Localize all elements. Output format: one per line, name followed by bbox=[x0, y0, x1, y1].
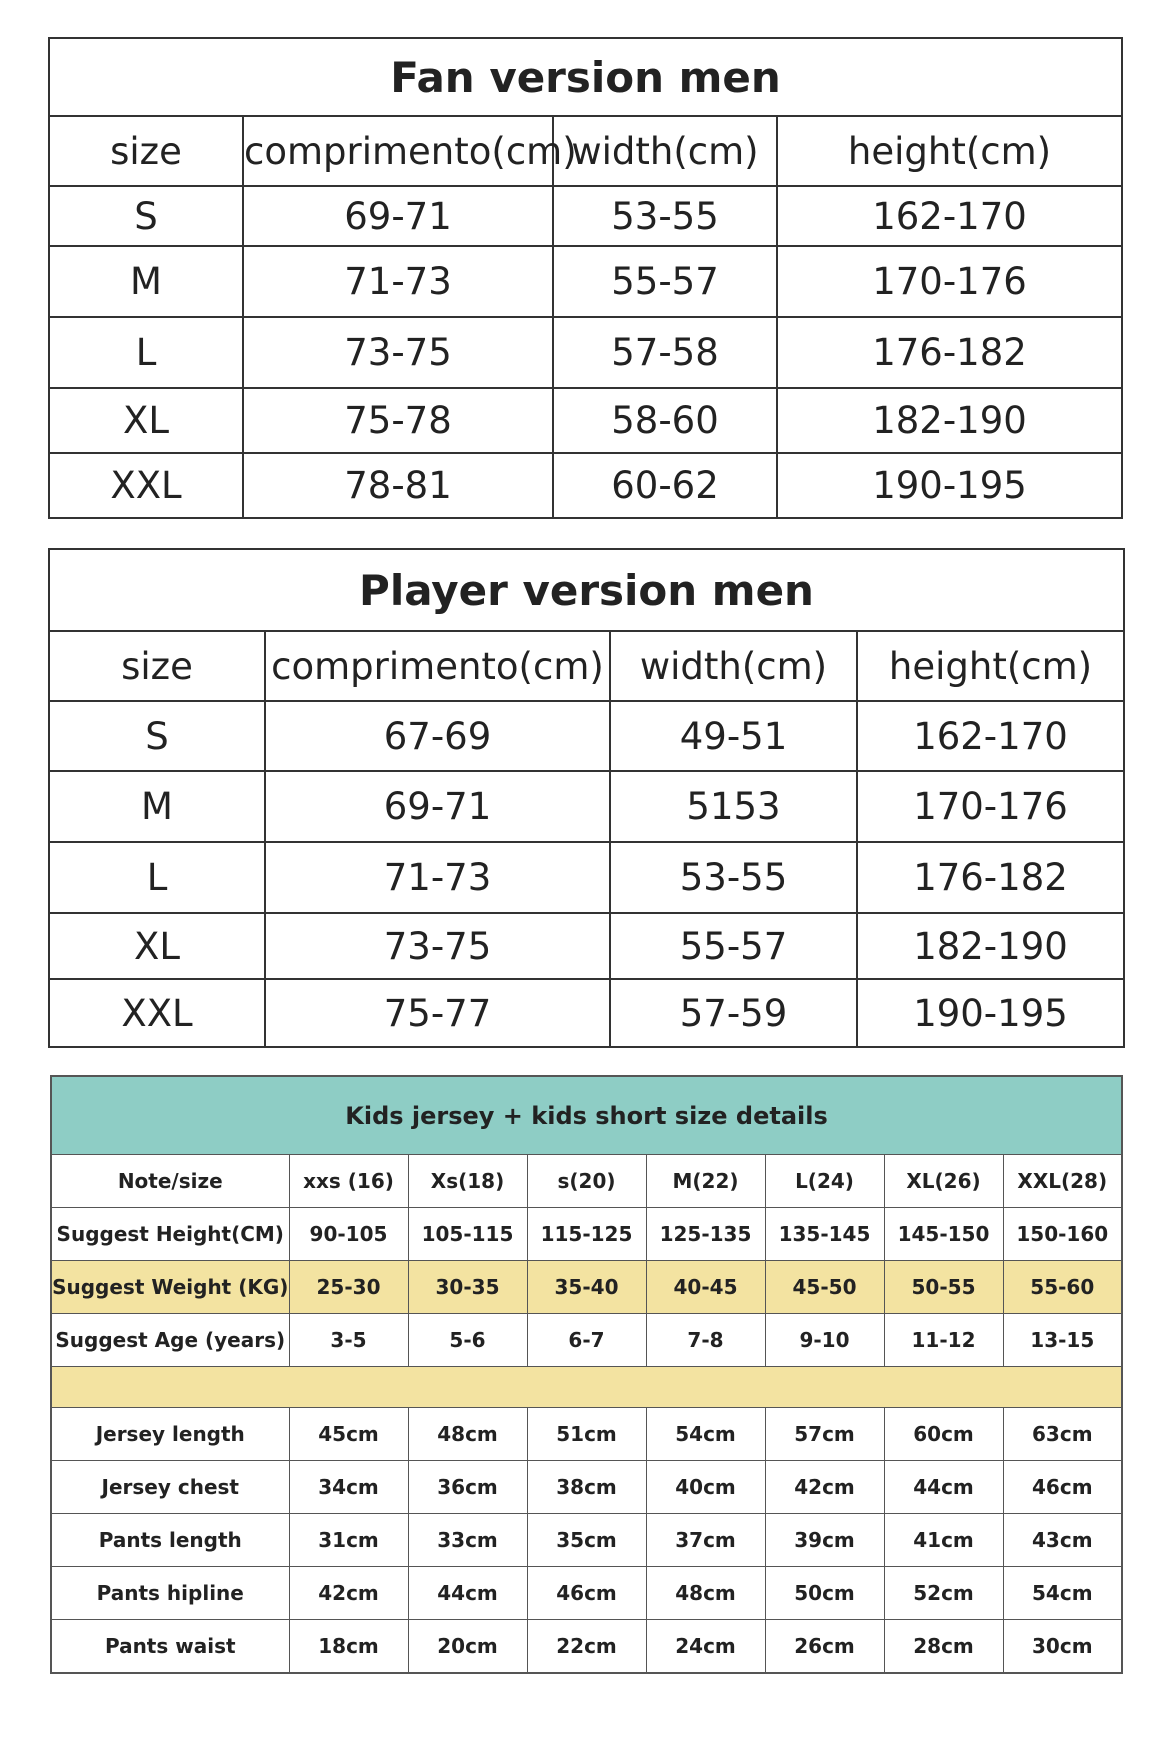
column-header: L(24) bbox=[765, 1155, 884, 1208]
column-header: size bbox=[49, 631, 265, 701]
length-cell: 69-71 bbox=[243, 186, 553, 246]
width-cell: 5153 bbox=[610, 771, 857, 842]
row-label: Suggest Age (years) bbox=[51, 1314, 289, 1367]
width-cell: 58-60 bbox=[553, 388, 777, 453]
table-cell: 90-105 bbox=[289, 1208, 408, 1261]
table-cell: 40cm bbox=[646, 1461, 765, 1514]
row-label: Pants waist bbox=[51, 1620, 289, 1674]
jersey-length-row bbox=[51, 1408, 1122, 1461]
table-cell: 42cm bbox=[765, 1461, 884, 1514]
height-cell: 162-170 bbox=[857, 701, 1124, 771]
column-header: width(cm) bbox=[553, 116, 777, 186]
separator-row bbox=[51, 1367, 1122, 1408]
width-cell: 49-51 bbox=[610, 701, 857, 771]
height-cell: 182-190 bbox=[857, 913, 1124, 979]
table-cell: 45-50 bbox=[765, 1261, 884, 1314]
jersey-chest-row bbox=[51, 1461, 1122, 1514]
pants-hipline-row bbox=[51, 1567, 1122, 1620]
column-header: s(20) bbox=[527, 1155, 646, 1208]
size-cell: XXL bbox=[49, 979, 265, 1047]
row-label: Suggest Weight (KG) bbox=[51, 1261, 289, 1314]
table-cell: 31cm bbox=[289, 1514, 408, 1567]
size-cell: S bbox=[49, 701, 265, 771]
height-cell: 176-182 bbox=[857, 842, 1124, 913]
size-cell: L bbox=[49, 317, 243, 388]
table-row bbox=[49, 186, 1122, 246]
suggest-weight-row bbox=[51, 1261, 1122, 1314]
width-cell: 57-59 bbox=[610, 979, 857, 1047]
table-cell: 18cm bbox=[289, 1620, 408, 1674]
length-cell: 73-75 bbox=[243, 317, 553, 388]
table-cell: 30-35 bbox=[408, 1261, 527, 1314]
column-header: xxs (16) bbox=[289, 1155, 408, 1208]
table-cell: 50cm bbox=[765, 1567, 884, 1620]
table-row bbox=[49, 913, 1124, 979]
table-cell: 125-135 bbox=[646, 1208, 765, 1261]
table-cell: 44cm bbox=[408, 1567, 527, 1620]
size-cell: XL bbox=[49, 913, 265, 979]
row-label: Pants hipline bbox=[51, 1567, 289, 1620]
separator-band bbox=[51, 1367, 1122, 1408]
fan-version-size-table bbox=[48, 37, 1123, 519]
length-cell: 73-75 bbox=[265, 913, 610, 979]
table-cell: 36cm bbox=[408, 1461, 527, 1514]
table-cell: 105-115 bbox=[408, 1208, 527, 1261]
kids-table-title: Kids jersey + kids short size details bbox=[51, 1076, 1122, 1155]
table-cell: 24cm bbox=[646, 1620, 765, 1674]
length-cell: 75-77 bbox=[265, 979, 610, 1047]
table-cell: 13-15 bbox=[1003, 1314, 1122, 1367]
table-cell: 26cm bbox=[765, 1620, 884, 1674]
kids-size-table bbox=[50, 1075, 1123, 1674]
table-cell: 34cm bbox=[289, 1461, 408, 1514]
table-cell: 35-40 bbox=[527, 1261, 646, 1314]
table-row bbox=[49, 842, 1124, 913]
row-label: Suggest Height(CM) bbox=[51, 1208, 289, 1261]
table-row bbox=[49, 246, 1122, 317]
row-label: Note/size bbox=[51, 1155, 289, 1208]
table-cell: 46cm bbox=[1003, 1461, 1122, 1514]
column-header: width(cm) bbox=[610, 631, 857, 701]
table-row bbox=[49, 453, 1122, 518]
player-table-header-row bbox=[49, 631, 1124, 701]
table-cell: 43cm bbox=[1003, 1514, 1122, 1567]
width-cell: 53-55 bbox=[610, 842, 857, 913]
length-cell: 75-78 bbox=[243, 388, 553, 453]
table-cell: 39cm bbox=[765, 1514, 884, 1567]
table-row bbox=[49, 701, 1124, 771]
table-cell: 3-5 bbox=[289, 1314, 408, 1367]
size-cell: XXL bbox=[49, 453, 243, 518]
width-cell: 57-58 bbox=[553, 317, 777, 388]
row-label: Pants length bbox=[51, 1514, 289, 1567]
table-cell: 44cm bbox=[884, 1461, 1003, 1514]
table-cell: 33cm bbox=[408, 1514, 527, 1567]
size-cell: L bbox=[49, 842, 265, 913]
table-cell: 20cm bbox=[408, 1620, 527, 1674]
table-cell: 25-30 bbox=[289, 1261, 408, 1314]
table-row bbox=[49, 317, 1122, 388]
table-cell: 135-145 bbox=[765, 1208, 884, 1261]
table-cell: 40-45 bbox=[646, 1261, 765, 1314]
width-cell: 60-62 bbox=[553, 453, 777, 518]
table-row bbox=[49, 388, 1122, 453]
table-cell: 41cm bbox=[884, 1514, 1003, 1567]
suggest-height-row bbox=[51, 1208, 1122, 1261]
table-cell: 55-60 bbox=[1003, 1261, 1122, 1314]
size-cell: XL bbox=[49, 388, 243, 453]
table-cell: 145-150 bbox=[884, 1208, 1003, 1261]
table-cell: 11-12 bbox=[884, 1314, 1003, 1367]
height-cell: 170-176 bbox=[857, 771, 1124, 842]
table-cell: 52cm bbox=[884, 1567, 1003, 1620]
column-header: XL(26) bbox=[884, 1155, 1003, 1208]
height-cell: 162-170 bbox=[777, 186, 1122, 246]
kids-header-row bbox=[51, 1155, 1122, 1208]
table-cell: 38cm bbox=[527, 1461, 646, 1514]
table-cell: 48cm bbox=[408, 1408, 527, 1461]
size-cell: M bbox=[49, 246, 243, 317]
table-cell: 115-125 bbox=[527, 1208, 646, 1261]
length-cell: 67-69 bbox=[265, 701, 610, 771]
table-cell: 7-8 bbox=[646, 1314, 765, 1367]
width-cell: 55-57 bbox=[610, 913, 857, 979]
size-cell: S bbox=[49, 186, 243, 246]
fan-table-header-row bbox=[49, 116, 1122, 186]
table-cell: 46cm bbox=[527, 1567, 646, 1620]
table-cell: 150-160 bbox=[1003, 1208, 1122, 1261]
table-cell: 6-7 bbox=[527, 1314, 646, 1367]
player-table-title: Player version men bbox=[49, 549, 1124, 631]
table-cell: 54cm bbox=[1003, 1567, 1122, 1620]
suggest-age-row bbox=[51, 1314, 1122, 1367]
table-cell: 45cm bbox=[289, 1408, 408, 1461]
table-cell: 30cm bbox=[1003, 1620, 1122, 1674]
column-header: comprimento(cm) bbox=[265, 631, 610, 701]
table-cell: 9-10 bbox=[765, 1314, 884, 1367]
row-label: Jersey chest bbox=[51, 1461, 289, 1514]
width-cell: 53-55 bbox=[553, 186, 777, 246]
size-cell: M bbox=[49, 771, 265, 842]
table-cell: 28cm bbox=[884, 1620, 1003, 1674]
table-cell: 54cm bbox=[646, 1408, 765, 1461]
table-cell: 60cm bbox=[884, 1408, 1003, 1461]
table-row bbox=[49, 979, 1124, 1047]
column-header: XXL(28) bbox=[1003, 1155, 1122, 1208]
length-cell: 71-73 bbox=[265, 842, 610, 913]
player-version-size-table bbox=[48, 548, 1125, 1048]
table-cell: 50-55 bbox=[884, 1261, 1003, 1314]
column-header: height(cm) bbox=[777, 116, 1122, 186]
length-cell: 69-71 bbox=[265, 771, 610, 842]
length-cell: 71-73 bbox=[243, 246, 553, 317]
table-cell: 48cm bbox=[646, 1567, 765, 1620]
table-cell: 37cm bbox=[646, 1514, 765, 1567]
pants-waist-row bbox=[51, 1620, 1122, 1674]
table-cell: 57cm bbox=[765, 1408, 884, 1461]
row-label: Jersey length bbox=[51, 1408, 289, 1461]
height-cell: 176-182 bbox=[777, 317, 1122, 388]
column-header: Xs(18) bbox=[408, 1155, 527, 1208]
table-cell: 5-6 bbox=[408, 1314, 527, 1367]
length-cell: 78-81 bbox=[243, 453, 553, 518]
table-cell: 51cm bbox=[527, 1408, 646, 1461]
fan-table-title: Fan version men bbox=[49, 38, 1122, 116]
pants-length-row bbox=[51, 1514, 1122, 1567]
height-cell: 170-176 bbox=[777, 246, 1122, 317]
column-header: M(22) bbox=[646, 1155, 765, 1208]
height-cell: 190-195 bbox=[777, 453, 1122, 518]
table-cell: 35cm bbox=[527, 1514, 646, 1567]
table-cell: 63cm bbox=[1003, 1408, 1122, 1461]
width-cell: 55-57 bbox=[553, 246, 777, 317]
column-header: comprimento(cm) bbox=[243, 116, 553, 186]
table-cell: 42cm bbox=[289, 1567, 408, 1620]
table-cell: 22cm bbox=[527, 1620, 646, 1674]
column-header: size bbox=[49, 116, 243, 186]
table-row bbox=[49, 771, 1124, 842]
height-cell: 190-195 bbox=[857, 979, 1124, 1047]
column-header: height(cm) bbox=[857, 631, 1124, 701]
height-cell: 182-190 bbox=[777, 388, 1122, 453]
